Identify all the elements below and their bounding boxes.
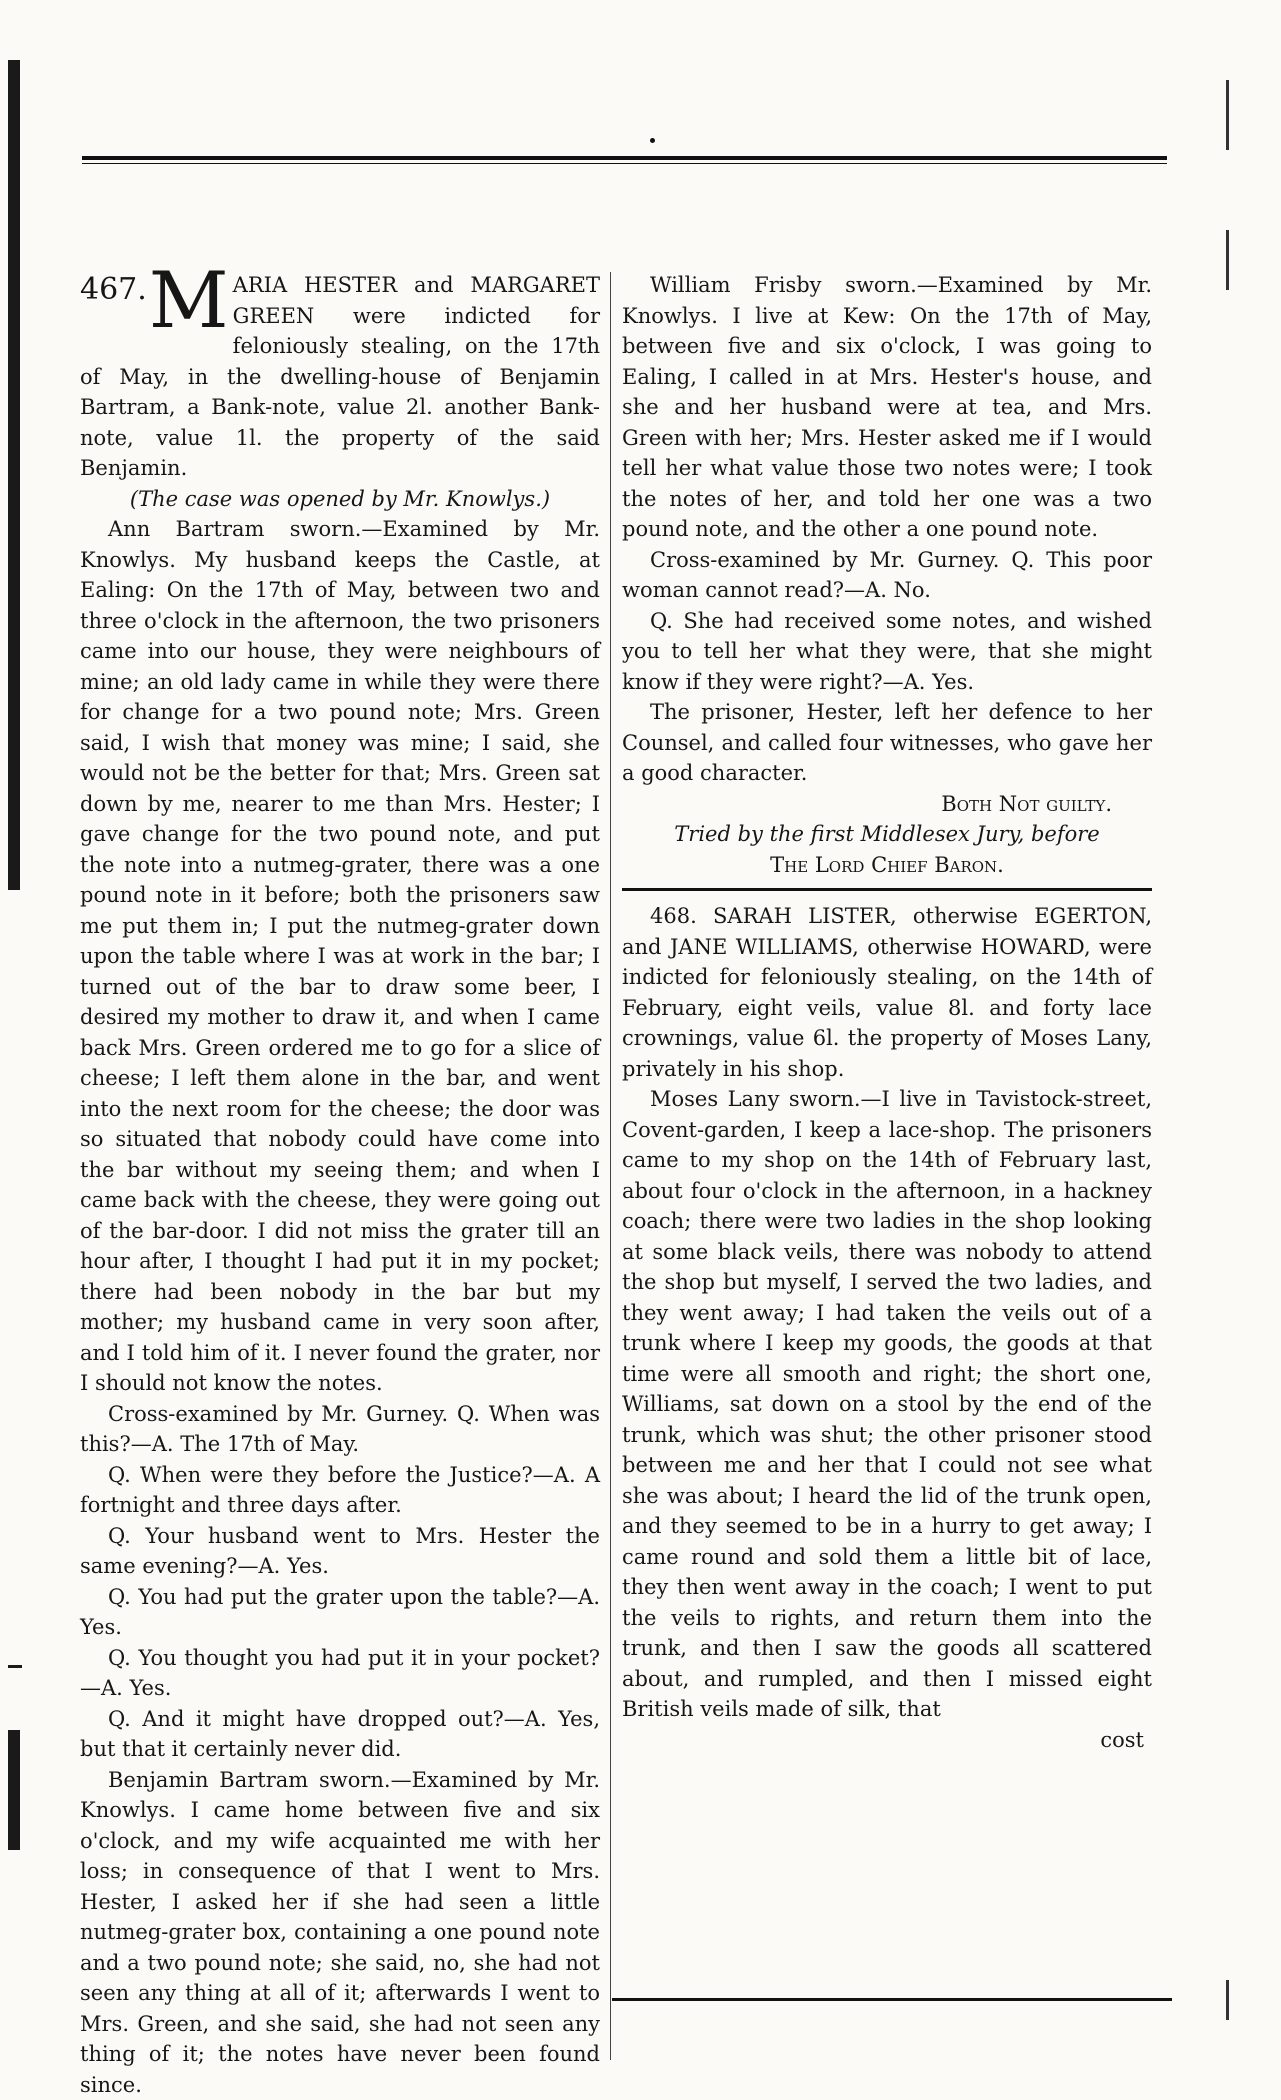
cross-examination: Cross-examined by Mr. Gurney. Q. When was this?—A. The 17th of May. (80, 1399, 600, 1460)
header-rule-thin (82, 163, 1167, 164)
testimony-ann-bartram: Ann Bartram sworn.—Examined by Mr. Knowlys. My husband keeps the Castle, at Ealing: On the 17th of May, between two and three o'clock in the afternoon, the two prisoners came into our house, they were neighbours of mine; an old lady came in while they were there for change for a two pound note; Mrs. Green said, I wish that money was mine; I said, she would not be the better for that; Mrs. Green sat down by me, nearer to me than Mrs. Hester; I gave change for the two pound note, and put the note into a nutmeg-grater, there was a one pound note in it before; both the prisoners saw me put them in; I put the nutmeg-grater down upon the table where I was at work in the bar; I turned out of the bar to draw some beer, I desired my mother to draw it, and when I came back Mrs. Green ordered me to go for a slice of cheese; I left them alone in the bar, and went into the next room for the cheese; the door was so situated that nobody could have come into the bar without my seeing them; and when I came back with the cheese, they were going out of the bar-door. I did not miss the grater till an hour after, I thought I had put it in my pocket; there had been nobody in the bar but my mother; my husband came in very soon after, and I told him of it. I never found the grater, nor I should not know the notes. (80, 514, 600, 1399)
column-divider (610, 272, 611, 2060)
testimony-benjamin-bartram: Benjamin Bartram sworn.—Examined by Mr. Knowlys. I came home between five and six o'clock, and my wife acquainted me with her loss; in consequence of that I went to Mrs. Hester, I asked her if she had seen a little nutmeg-grater box, containing a one pound note and a two pound note; she said, no, she had not seen any thing at all of it; afterwards I went to Mrs. Green, and she said, she had not seen any thing of it; the notes have never been found since. (80, 1765, 600, 2100)
cross-examination: Cross-examined by Mr. Gurney. Q. This poor woman cannot read?—A. No. (622, 545, 1152, 606)
verdict: Both Not guilty. (622, 789, 1152, 820)
scan-edge-mark (1226, 1980, 1229, 2020)
case-467-heading (80, 270, 600, 484)
question-answer: Q. She had received some notes, and wished you to tell her what they were, that she might know if they were right?—A. Yes. (622, 606, 1152, 698)
case-467-indictment: ARIA HESTER and MARGARET GREEN were indicted for feloniously stealing, on the 17th of May, in the dwelling-house of Benjamin Bartram, a Bank-note, value 2l. another Bank-note, value 1l. the property of the said Benjamin. (80, 273, 600, 480)
case-separator (622, 888, 1152, 891)
defence-note: The prisoner, Hester, left her defence to her Counsel, and called four witnesses, who gave her a good character. (622, 697, 1152, 789)
catchword: cost (622, 1725, 1152, 1756)
scan-edge-bar (8, 60, 20, 890)
question-answer: Q. And it might have dropped out?—A. Yes, but that it certainly never did. (80, 1704, 600, 1765)
scan-edge-mark (8, 1665, 22, 1668)
testimony-moses-lany: Moses Lany sworn.—I live in Tavistock-street, Covent-garden, I keep a lace-shop. The prisoners came to my shop on the 14th of February last, about four o'clock in the afternoon, in a hackney coach; there were two ladies in the shop looking at some black veils, there was nobody to attend the shop but myself, I served the two ladies, and they went away; I had taken the veils out of a trunk where I keep my goods, the goods at that time were all smooth and right; the short one, Williams, sat down on a stool by the end of the trunk, which was shut; the other prisoner stood between me and her that I could not see what she was about; I heard the lid of the trunk open, and they seemed to be in a hurry to get away; I came round and sold them a little bit of lace, they then went away in the coach; I went to put the veils to rights, and return them into the trunk, and then I saw the goods all scattered about, and rumpled, and then I missed eight British veils made of silk, that (622, 1084, 1152, 1725)
testimony-william-frisby: William Frisby sworn.—Examined by Mr. Knowlys. I live at Kew: On the 17th of May, between five and six o'clock, I was going to Ealing, I called in at Mrs. Hester's house, and she and her husband were at tea, and Mrs. Green with her; Mrs. Hester asked me if I would tell her what value those two notes were; I took the notes of her, and told her one was a two pound note, and the other a one pound note. (622, 270, 1152, 545)
drop-cap: M (149, 270, 229, 332)
question-answer: Q. When were they before the Justice?—A. A fortnight and three days after. (80, 1460, 600, 1521)
question-answer: Q. You had put the grater upon the table?—A. Yes. (80, 1582, 600, 1643)
case-468-indictment: 468. SARAH LISTER, otherwise EGERTON, and JANE WILLIAMS, otherwise HOWARD, were indicted for feloniously stealing, on the 14th of February, eight veils, value 8l. and forty lace crownings, value 6l. the property of Moses Lany, privately in his shop. (622, 901, 1152, 1084)
case-number: 467. (80, 270, 147, 310)
scan-edge-mark (1226, 80, 1229, 150)
question-answer: Q. Your husband went to Mrs. Hester the same evening?—A. Yes. (80, 1521, 600, 1582)
judge-note: The Lord Chief Baron. (622, 850, 1152, 881)
question-answer: Q. You thought you had put it in your pocket?—A. Yes. (80, 1643, 600, 1704)
left-column (80, 270, 600, 2100)
right-column (622, 270, 1152, 1755)
case-opened-note: (The case was opened by Mr. Knowlys.) (80, 484, 600, 515)
footer-rule (612, 1998, 1172, 2001)
scan-edge-mark (1226, 230, 1229, 290)
scan-edge-bar (8, 1730, 20, 1850)
ink-dot (650, 138, 655, 143)
header-rule (82, 156, 1167, 160)
jury-note: Tried by the first Middlesex Jury, before (622, 819, 1152, 850)
